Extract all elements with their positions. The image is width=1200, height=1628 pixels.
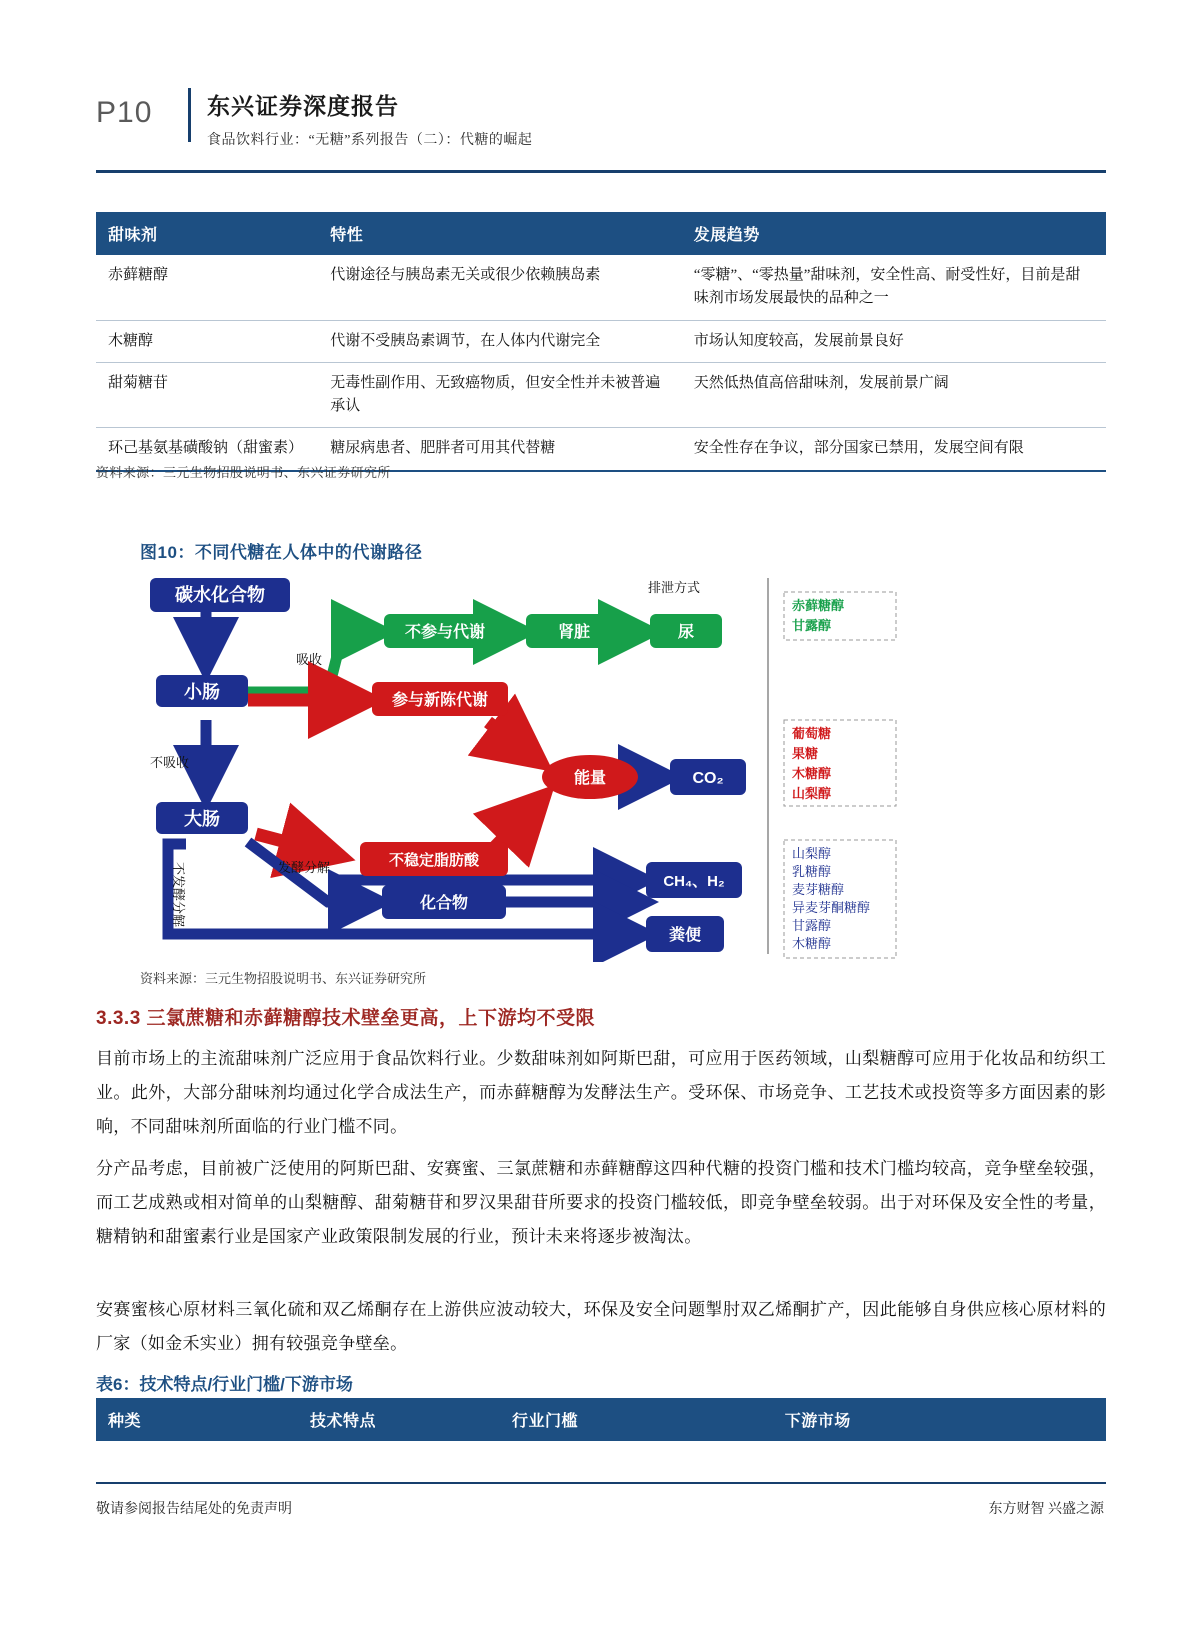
node-unstable-fatty-acid bbox=[360, 842, 508, 876]
cell-feature: 糖尿病患者、肥胖者可用其代替糖 bbox=[318, 428, 682, 471]
footer-rule bbox=[96, 1482, 1106, 1484]
tech-threshold-table bbox=[96, 1398, 1106, 1441]
svg-text:能量: 能量 bbox=[573, 770, 607, 787]
svg-text:大肠: 大肠 bbox=[184, 809, 220, 829]
svg-text:木糖醇: 木糖醇 bbox=[792, 766, 832, 781]
cell-name: 木糖醇 bbox=[96, 320, 318, 362]
node-kidney bbox=[526, 614, 622, 648]
column-header-feature: 特性 bbox=[318, 212, 682, 255]
table2-caption: 表6：技术特点/行业门槛/下游市场 bbox=[96, 1375, 353, 1394]
svg-text:甘露醇: 甘露醇 bbox=[792, 918, 832, 933]
svg-text:CH₄、H₂: CH₄、H₂ bbox=[663, 873, 725, 890]
svg-text:甘露醇: 甘露醇 bbox=[792, 618, 832, 633]
footer-disclaimer: 敬请参阅报告结尾处的免责声明 bbox=[96, 1502, 292, 1517]
header-text-block bbox=[207, 88, 532, 149]
metabolism-pathway-figure bbox=[128, 572, 948, 962]
node-large-intestine bbox=[156, 802, 248, 834]
report-subtitle: 食品饮料行业：“无糖”系列报告（二）：代糖的崛起 bbox=[207, 133, 533, 148]
cell-feature: 代谢途径与胰岛素无关或很少依赖胰岛素 bbox=[318, 255, 682, 320]
cell-trend: “零糖”、“零热量”甜味剂，安全性高、耐受性好，目前是甜味剂市场发展最快的品种之一 bbox=[682, 255, 1106, 320]
node-co2 bbox=[670, 759, 746, 795]
cell-feature: 代谢不受胰岛素调节，在人体内代谢完全 bbox=[318, 320, 682, 362]
sweetener-table bbox=[96, 212, 1106, 472]
column-header-category: 种类 bbox=[96, 1398, 298, 1441]
paragraph-3: 安赛蜜核心原材料三氧化硫和双乙烯酮存在上游供应波动较大，环保及安全问题掣肘双乙烯酮扩产，因此能够自身供应核心原材料的厂家（如金禾实业）拥有较强竞争壁垒。 bbox=[96, 1300, 1106, 1353]
column-header-trend: 发展趋势 bbox=[682, 212, 1106, 255]
table-header-row bbox=[96, 1398, 1106, 1441]
svg-text:山梨醇: 山梨醇 bbox=[792, 846, 832, 861]
footer-slogan: 东方财智 兴盛之源 bbox=[988, 1502, 1104, 1517]
legend-blue bbox=[784, 840, 896, 958]
svg-text:肾脏: 肾脏 bbox=[557, 624, 591, 641]
report-title: 东兴证券深度报告 bbox=[207, 93, 399, 119]
table1-source: 资料来源：三元生物招股说明书、东兴证券研究所 bbox=[96, 465, 391, 480]
svg-text:碳水化合物: 碳水化合物 bbox=[175, 585, 265, 605]
svg-text:木糖醇: 木糖醇 bbox=[792, 936, 832, 951]
svg-text:参与新陈代谢: 参与新陈代谢 bbox=[391, 692, 489, 709]
svg-text:果糖: 果糖 bbox=[792, 746, 819, 761]
svg-text:不参与代谢: 不参与代谢 bbox=[404, 624, 486, 641]
node-ch4-h2 bbox=[646, 862, 742, 898]
node-carbohydrate bbox=[150, 578, 290, 612]
svg-text:CO₂: CO₂ bbox=[692, 770, 724, 787]
cell-trend: 市场认知度较高，发展前景良好 bbox=[682, 320, 1106, 362]
section-heading: 3.3.3 三氯蔗糖和赤藓糖醇技术壁垒更高，上下游均不受限 bbox=[96, 1008, 596, 1029]
cell-name: 甜菊糖苷 bbox=[96, 362, 318, 428]
cell-name: 赤藓糖醇 bbox=[96, 255, 318, 320]
svg-text:粪便: 粪便 bbox=[668, 927, 702, 944]
figure-title: 图10：不同代糖在人体中的代谢路径 bbox=[140, 543, 423, 562]
table-row bbox=[96, 255, 1106, 320]
table-row bbox=[96, 320, 1106, 362]
svg-text:小肠: 小肠 bbox=[184, 682, 220, 702]
svg-text:山梨醇: 山梨醇 bbox=[792, 786, 832, 801]
svg-text:赤藓糖醇: 赤藓糖醇 bbox=[792, 598, 845, 613]
node-compound bbox=[382, 885, 506, 919]
header-divider bbox=[188, 88, 191, 142]
paragraph-2: 分产品考虑，目前被广泛使用的阿斯巴甜、安赛蜜、三氯蔗糖和赤藓糖醇这四种代糖的投资门槛和技术门槛均较高，竞争壁垒较强，而工艺成熟或相对简单的山梨糖醇、甜菊糖苷和罗汉果甜苷所要求的投资门槛较低，即竞争壁垒较弱。出于对环保及安全性的考量，糖精钠和甜蜜素行业是国家产业政策限制发展的行业，预计未来将逐步被淘汰。 bbox=[96, 1159, 1106, 1246]
node-small-intestine bbox=[156, 675, 248, 707]
cell-trend: 安全性存在争议，部分国家已禁用，发展空间有限 bbox=[682, 428, 1106, 471]
label-not-absorb: 不吸收 bbox=[150, 755, 190, 770]
label-ferment: 发酵分解 bbox=[278, 860, 331, 875]
label-no-ferment: 不发酵分解 bbox=[171, 862, 186, 928]
paragraph-1: 目前市场上的主流甜味剂广泛应用于食品饮料行业。少数甜味剂如阿斯巴甜，可应用于医药领域，山梨糖醇可应用于化妆品和纺织工业。此外，大部分甜味剂均通过化学合成法生产，而赤藓糖醇为发酵法生产。受环保、市场竞争、工艺技术或投资等多方面因素的影响，不同甜味剂所面临的行业门槛不同。 bbox=[96, 1049, 1106, 1136]
svg-text:麦芽糖醇: 麦芽糖醇 bbox=[792, 882, 845, 897]
column-header-tech: 技术特点 bbox=[298, 1398, 500, 1441]
cell-feature: 无毒性副作用、无致癌物质，但安全性并未被普遍承认 bbox=[318, 362, 682, 428]
svg-text:化合物: 化合物 bbox=[419, 895, 469, 912]
cell-name: 环己基氨基磺酸钠（甜蜜素） bbox=[96, 428, 318, 471]
column-header-downstream: 下游市场 bbox=[773, 1398, 1106, 1441]
svg-text:葡萄糖: 葡萄糖 bbox=[792, 726, 832, 741]
node-energy bbox=[542, 755, 638, 799]
svg-text:尿: 尿 bbox=[677, 624, 695, 641]
node-no-metabolism bbox=[384, 614, 506, 648]
node-urine bbox=[650, 614, 722, 648]
svg-text:乳糖醇: 乳糖醇 bbox=[792, 864, 832, 879]
page-header bbox=[96, 88, 1106, 149]
legend-green bbox=[784, 592, 896, 640]
svg-text:异麦芽酮糖醇: 异麦芽酮糖醇 bbox=[792, 900, 871, 915]
legend-red bbox=[784, 720, 896, 806]
label-absorb: 吸收 bbox=[296, 652, 323, 667]
column-header-name: 甜味剂 bbox=[96, 212, 318, 255]
node-metabolism bbox=[372, 682, 508, 716]
column-header-threshold: 行业门槛 bbox=[500, 1398, 773, 1441]
figure-source: 资料来源：三元生物招股说明书、东兴证券研究所 bbox=[140, 971, 427, 986]
svg-text:不稳定脂肪酸: 不稳定脂肪酸 bbox=[388, 852, 480, 869]
table-row bbox=[96, 362, 1106, 428]
label-excretion: 排泄方式 bbox=[648, 580, 701, 595]
header-rule bbox=[96, 170, 1106, 173]
node-feces bbox=[646, 916, 724, 952]
cell-trend: 天然低热值高倍甜味剂，发展前景广阔 bbox=[682, 362, 1106, 428]
page-number: P10 bbox=[96, 96, 153, 129]
table-header-row bbox=[96, 212, 1106, 255]
